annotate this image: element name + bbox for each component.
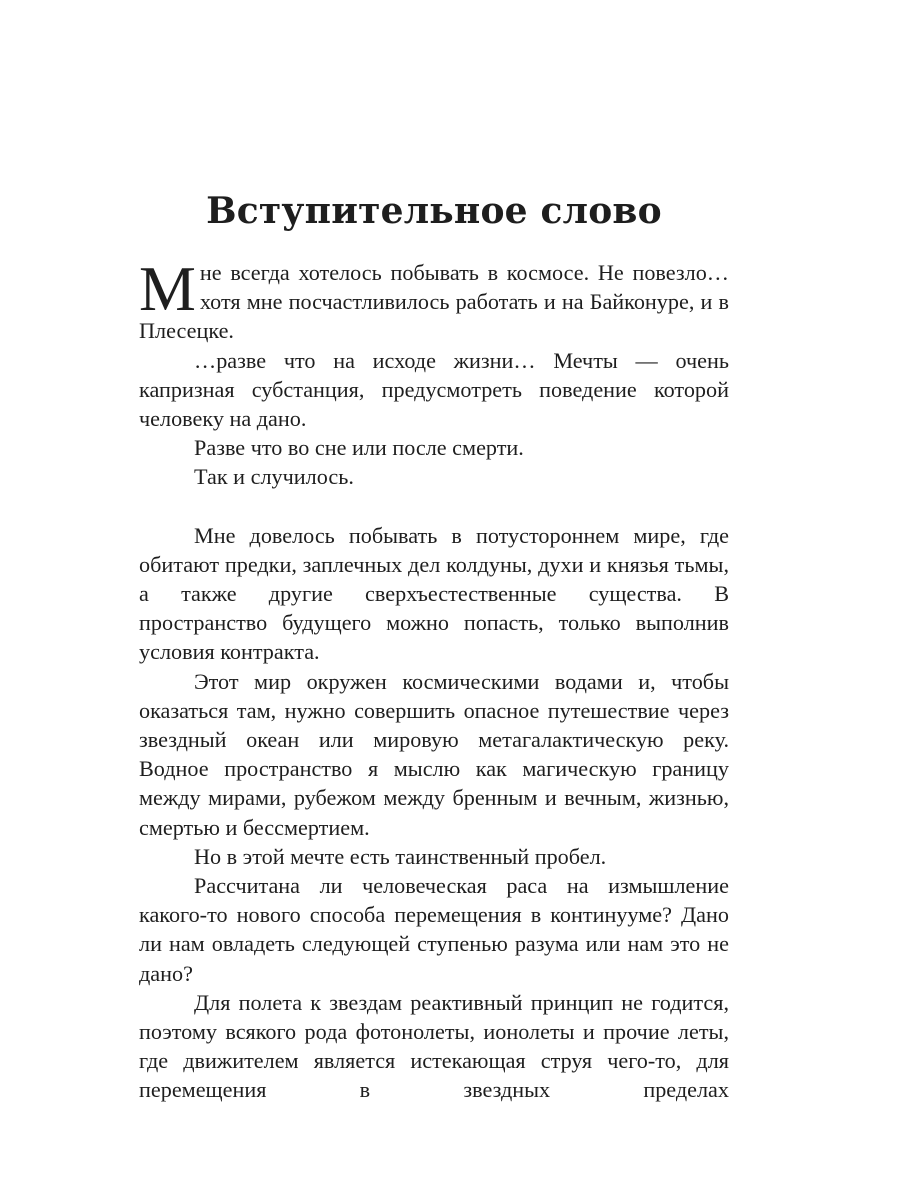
paragraph: Разве что во сне или после смерти.	[194, 435, 524, 461]
paragraph: Рассчитана ли человеческая раса на измышление какого-то нового способа перемещения в континууме? Дано ли нам овладеть следующей ступенью разума или нам это не дано?	[139, 873, 729, 986]
paragraph: Мне довелось побывать в потустороннем мире, где обитают предки, заплечных дел колдуны, духи и князья тьмы, а также другие сверхъестественные существа. В пространство будущего можно попасть, только выполнив условия контракта.	[139, 522, 729, 665]
paragraph: Так и случилось.	[194, 464, 354, 490]
paragraph: Для полета к звездам реактивный принцип не годится, поэтому всякого рода фотонолеты, ионолеты и прочие леты, где движителем является истекающая струя чего-то, для перемещения в звездных пределах	[139, 989, 729, 1103]
section-gap	[139, 492, 729, 521]
drop-cap: М	[139, 253, 196, 324]
paragraph: Этот мир окружен космическими водами и, чтобы оказаться там, нужно совершить опасное путешествие через звездный океан или мировую метагалактическую реку. Водное пространство я мыслю как магическую границу между мирами, рубежом между бренным и вечным, жизнью, смертью и бессмертием.	[139, 668, 729, 840]
paragraph: Но в этой мечте есть таинственный пробел.	[194, 843, 607, 869]
body-text	[139, 253, 729, 1105]
paragraph: …разве что на исходе жизни… Мечты — очень капризная субстанция, предусмотреть поведение которой человеку на дано.	[139, 347, 729, 432]
paragraph-text: не всегда хотелось побывать в космосе. Не повезло… хотя мне посчастливилось работать и на Байконуре, и в Плесецке.	[139, 260, 729, 344]
chapter-title: Вступительное слово	[206, 190, 662, 232]
paragraph	[139, 253, 729, 346]
